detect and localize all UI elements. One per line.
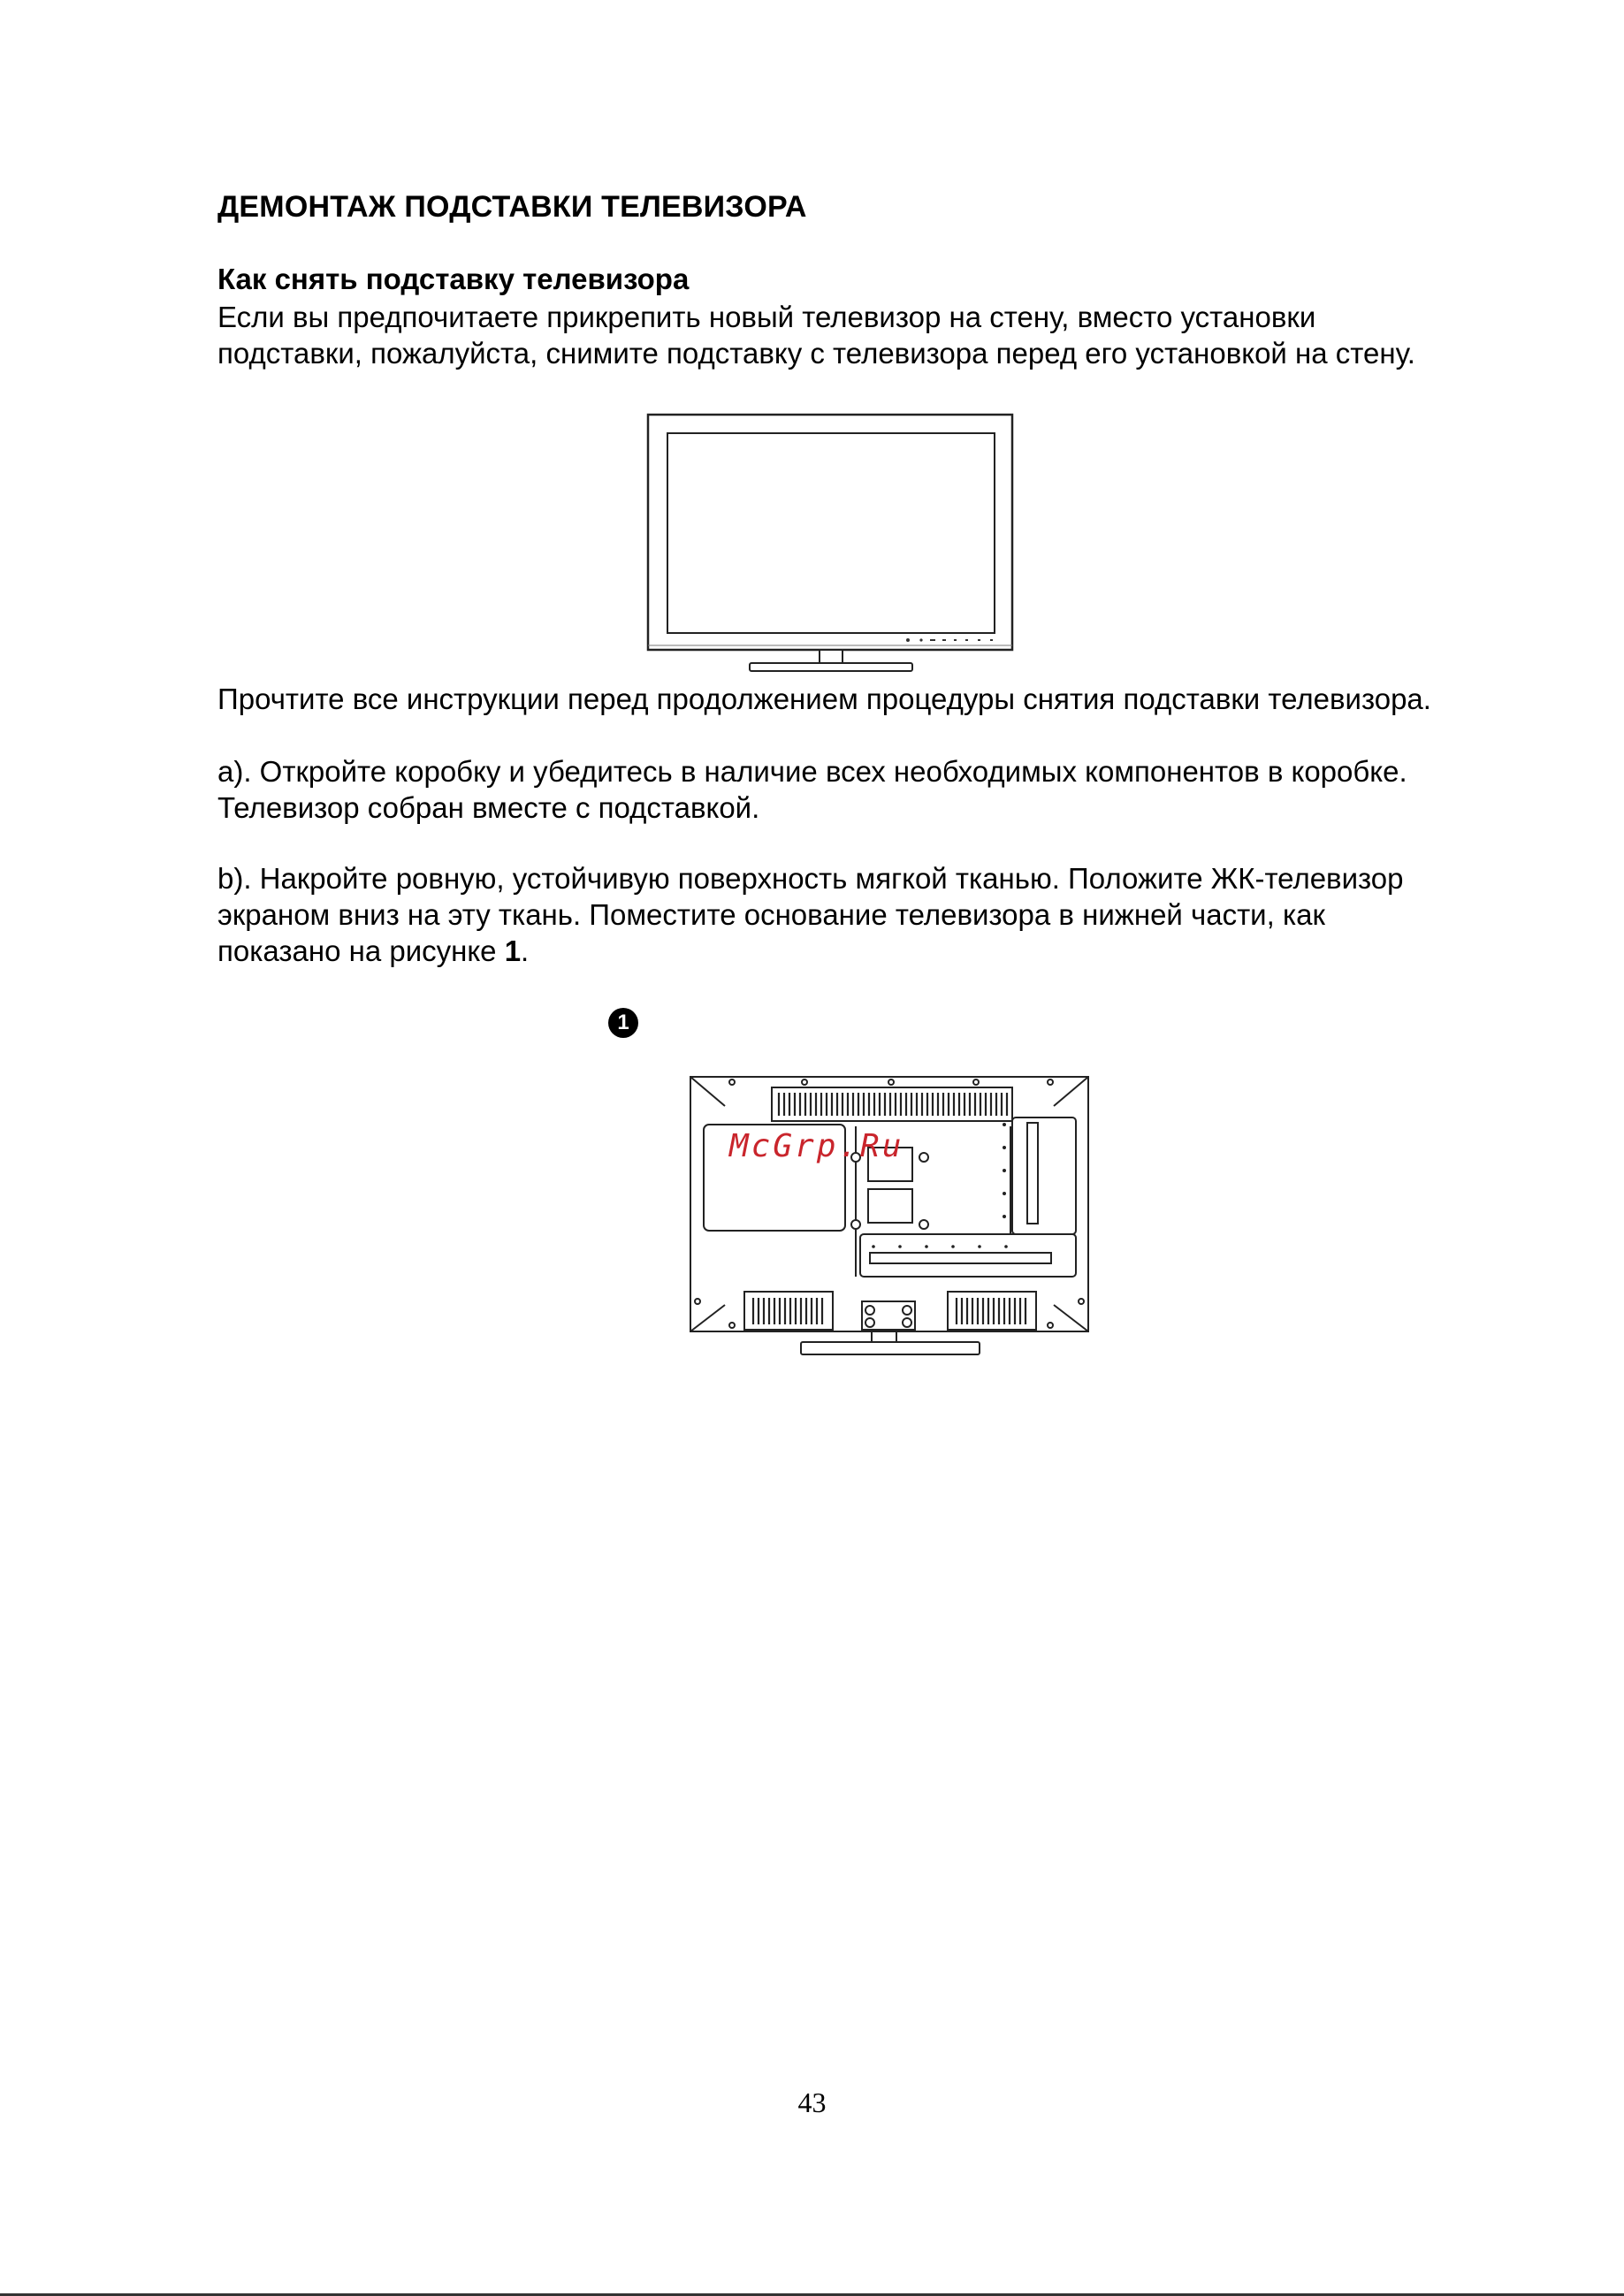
step-b-paragraph: [217, 860, 1437, 969]
step-b-end: .: [521, 934, 530, 967]
step-a-paragraph: a). Откройте коробку и убедитесь в наличие всех необходимых компонентов в коробке. Телевизор собран вместе с подставкой.: [217, 755, 1407, 824]
figure-reference: 1: [504, 934, 522, 967]
figure-number-marker: 1: [608, 1008, 638, 1038]
read-instructions-paragraph: Прочтите все инструкции перед продолжением процедуры снятия подставки телевизора.: [217, 683, 1431, 715]
tv-front-illustration: [645, 412, 1017, 675]
watermark: McGrp.Ru: [729, 1128, 904, 1164]
section-subheading: Как снять подставку телевизора: [217, 263, 690, 295]
tv-rear-illustration: [688, 1073, 1093, 1358]
page-number: 43: [797, 2086, 827, 2118]
intro-paragraph: Если вы предпочитаете прикрепить новый телевизор на стену, вместо установки подставки, пожалуйста, снимите подставку с телевизора перед его установкой на стену.: [217, 301, 1415, 370]
page-title: ДЕМОНТАЖ ПОДСТАВКИ ТЕЛЕВИЗОРА: [217, 190, 807, 224]
step-b-text: b). Накройте ровную, устойчивую поверхность мягкой тканью. Положите ЖК-телевизор экраном вниз на эту ткань. Поместите основание телевизора в нижней части, как показано на рисунке: [217, 862, 1404, 967]
